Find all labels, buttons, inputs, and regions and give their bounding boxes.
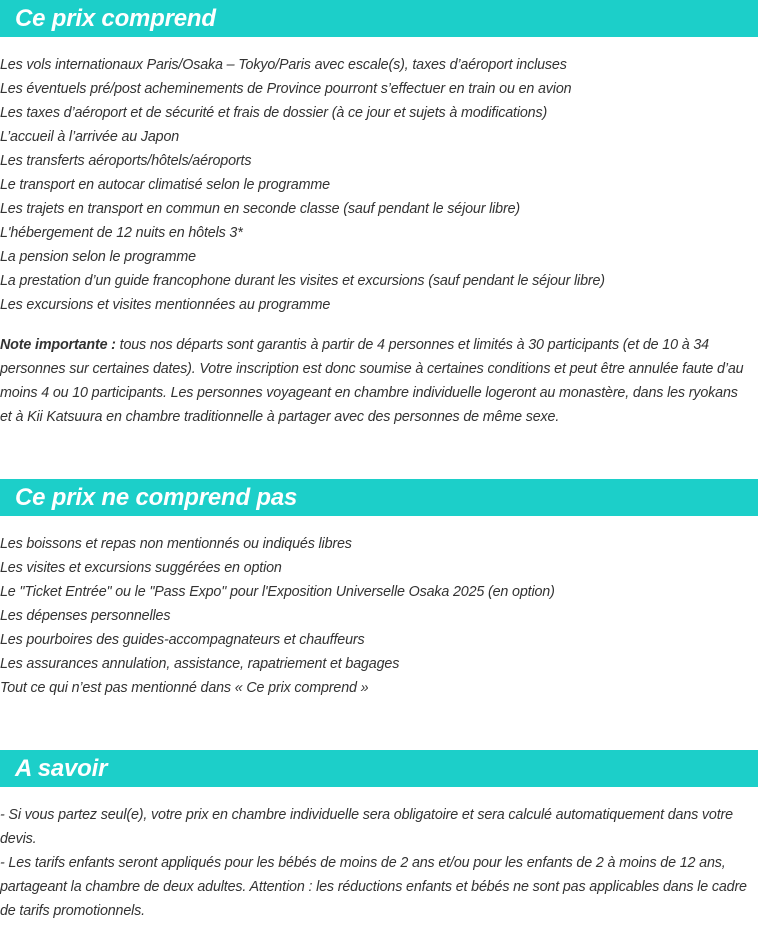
list-item: Les dépenses personnelles (0, 608, 171, 624)
list-item: Les éventuels pré/post acheminements de Province pourront s’effectuer en train ou en avion (0, 81, 572, 97)
list-item: L’accueil à l’arrivée au Japon (0, 129, 180, 145)
note-text: tous nos départs sont garantis à partir de 4 personnes et limités à 30 participants (et de 10 à 34 personnes sur certaines dates). Votre inscription est donc soumise à certaines conditions et peut être annulée faute d’au moins 4 ou 10 participants. Les personnes voyageant en chambre individuelle logeront au monastère, dans les ryokans et à Kii Katsuura en chambre traditionnelle à partager avec des personnes de même sexe. (0, 337, 744, 425)
to-know-text (0, 803, 752, 923)
list-item: Les excursions et visites mentionnées au programme (0, 297, 331, 313)
included-header (0, 0, 758, 37)
included-list (0, 53, 758, 317)
important-note (0, 333, 752, 429)
list-item: Les assurances annulation, assistance, rapatriement et bagages (0, 656, 400, 672)
to-know-header (0, 750, 758, 787)
excluded-title: Ce prix ne comprend pas (15, 484, 298, 511)
list-item: La prestation d’un guide francophone durant les visites et excursions (sauf pendant le séjour libre) (0, 273, 605, 289)
list-item: Les taxes d’aéroport et de sécurité et frais de dossier (à ce jour et sujets à modifications) (0, 105, 548, 121)
to-know-title: A savoir (15, 755, 108, 782)
excluded-list (0, 532, 758, 700)
list-item: Les pourboires des guides-accompagnateurs et chauffeurs (0, 632, 365, 648)
list-item: Tout ce qui n’est pas mentionné dans « Ce prix comprend » (0, 680, 369, 696)
list-item: Les visites et excursions suggérées en option (0, 560, 282, 576)
list-item: Les trajets en transport en commun en seconde classe (sauf pendant le séjour libre) (0, 201, 521, 217)
list-item: Le transport en autocar climatisé selon le programme (0, 177, 330, 193)
list-item: L'hébergement de 12 nuits en hôtels 3* (0, 225, 243, 241)
list-item: Les transferts aéroports/hôtels/aéroports (0, 153, 252, 169)
list-item: Les boissons et repas non mentionnés ou indiqués libres (0, 536, 352, 552)
list-item: La pension selon le programme (0, 249, 196, 265)
excluded-header (0, 479, 758, 516)
list-item: Les vols internationaux Paris/Osaka – Tokyo/Paris avec escale(s), taxes d’aéroport incluses (0, 57, 567, 73)
list-item: Le "Ticket Entrée" ou le "Pass Expo" pour l'Exposition Universelle Osaka 2025 (en option) (0, 584, 555, 600)
included-title: Ce prix comprend (15, 5, 216, 32)
note-label: Note importante : (0, 337, 116, 353)
paragraph: - Les tarifs enfants seront appliqués pour les bébés de moins de 2 ans et/ou pour les enfants de 2 à moins de 12 ans, partageant la chambre de deux adultes. Attention : les réductions enfants et bébés ne sont pas applicables dans le cadre de tarifs promotionnels. (0, 855, 747, 919)
paragraph: - Si vous partez seul(e), votre prix en chambre individuelle sera obligatoire et sera calculé automatiquement dans votre devis. (0, 807, 733, 847)
